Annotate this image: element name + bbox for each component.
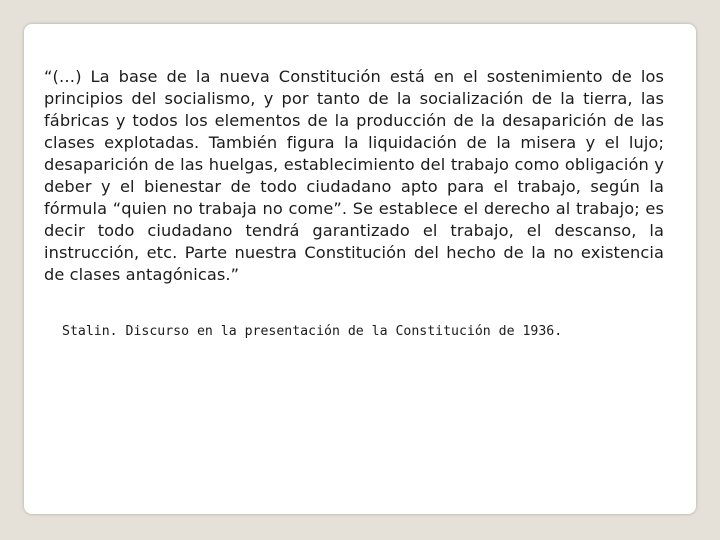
quote-text: “(…) La base de la nueva Constitución está en el sostenimiento de los principios del socialismo, y por tanto de la socialización de la tierra, las fábricas y todos los elementos de la producción de la desaparición de las clases explotadas. También figura la liquidación de la misera y el lujo; desaparición de las huelgas, establecimiento del trabajo como obligación y deber y el bienestar de todo ciudadano apto para el trabajo, según la fórmula “quien no trabaja no come”. Se establece el derecho al trabajo; es decir todo ciudadano tendrá garantizado el trabajo, el descanso, la instrucción, etc. Parte nuestra Constitución del hecho de la no existencia de clases antagónicas.” — [44, 67, 664, 284]
attribution-text: Stalin. Discurso en la presentación de la Constitución de 1936. — [62, 324, 563, 339]
slide-card — [24, 24, 696, 514]
